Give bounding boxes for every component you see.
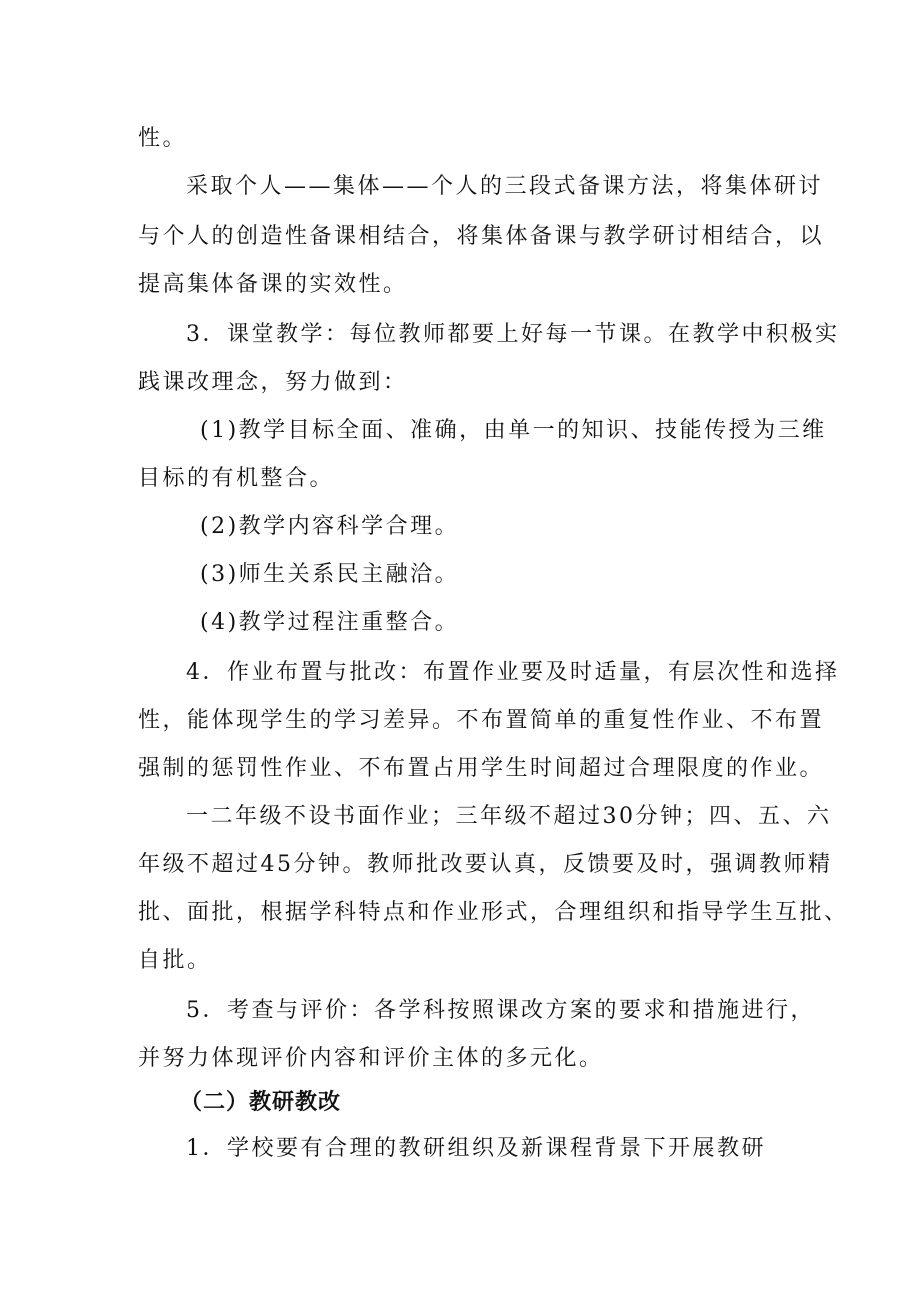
paragraph-line: 批、面批，根据学科特点和作业形式，合理组织和指导学生互批、 bbox=[138, 900, 849, 925]
paragraph-line: 践课改理念，努力做到： bbox=[138, 370, 408, 395]
paragraph-line: 年级不超过45分钟。教师批改要认真，反馈要及时，强调教师精 bbox=[138, 852, 833, 877]
section-item-3: 3．课堂教学：每位教师都要上好每一节课。在教学中积极实 bbox=[186, 322, 840, 347]
list-item-2: (2)教学内容科学合理。 bbox=[200, 514, 460, 539]
paragraph-line: 一二年级不设书面作业；三年级不超过30分钟；四、五、六 bbox=[186, 804, 832, 829]
section-item-5: 5．考查与评价：各学科按照课改方案的要求和措施进行， bbox=[186, 998, 815, 1023]
paragraph-line: 强制的惩罚性作业、不布置占用学生时间超过合理限度的作业。 bbox=[138, 756, 825, 781]
section-item-1: 1．学校要有合理的教研组织及新课程背景下开展教研 bbox=[186, 1136, 766, 1161]
list-item-1: (1)教学目标全面、准确，由单一的知识、技能传授为三维 bbox=[200, 418, 827, 443]
list-item-3: (3)师生关系民主融洽。 bbox=[200, 562, 460, 587]
paragraph-line-tail: 性。 bbox=[138, 126, 188, 151]
section-heading: （二）教研教改 bbox=[180, 1090, 342, 1115]
section-item-4: 4．作业布置与批改：布置作业要及时适量，有层次性和选择 bbox=[186, 660, 840, 685]
list-item-4: (4)教学过程注重整合。 bbox=[200, 610, 460, 635]
paragraph-line: 并努力体现评价内容和评价主体的多元化。 bbox=[138, 1046, 604, 1071]
paragraph-line: 目标的有机整合。 bbox=[138, 466, 335, 491]
paragraph-line: 自批。 bbox=[138, 948, 212, 973]
paragraph-line: 提高集体备课的实效性。 bbox=[138, 272, 408, 297]
paragraph-line: 采取个人——集体——个人的三段式备课方法，将集体研讨 bbox=[186, 174, 824, 199]
paragraph-line: 与个人的创造性备课相结合，将集体备课与教学研讨相结合，以 bbox=[138, 224, 825, 249]
paragraph-line: 性，能体现学生的学习差异。不布置简单的重复性作业、不布置 bbox=[138, 708, 825, 733]
